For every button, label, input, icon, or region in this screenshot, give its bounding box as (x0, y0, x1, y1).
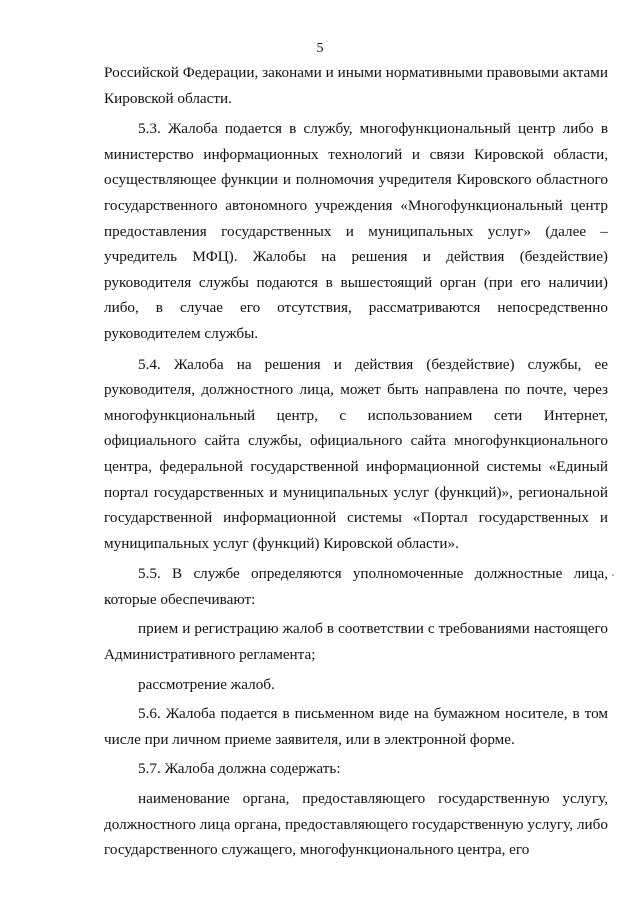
paragraph-5-6: 5.6. Жалоба подается в письменном виде на бумажном носителе, в том числе при личном приеме заявителя, или в электронной форме. (104, 705, 608, 748)
paragraph-5-5: 5.5. В службе определяются уполномоченные должностные лица, которые обеспечивают: (104, 565, 608, 608)
scan-speck (612, 574, 614, 576)
document-body (104, 60, 608, 863)
paragraph-5-5-item-review: рассмотрение жалоб. (138, 675, 275, 693)
paragraph-5-7-item-organ-name: наименование органа, предоставляющего государственную услугу, должностного лица органа, предоставляющего государственную услугу, либо государственного служащего, многофункционального центра, его (104, 790, 608, 859)
paragraph-5-3: 5.3. Жалоба подается в службу, многофункциональный центр либо в министерство информационных технологий и связи Кировской области, осуществляющее функции и полномочия учредителя Кировского областного государственного автономного учреждения «Многофункциональный центр предоставления государственных и муниципальных услуг» (далее – учредитель МФЦ). Жалобы на решения и действия (бездействие) руководителя службы подаются в вышестоящий орган (при его наличии) либо, в случае его отсутствия, рассматриваются непосредственно руководителем службы. (104, 120, 608, 342)
paragraph-5-4: 5.4. Жалоба на решения и действия (бездействие) службы, ее руководителя, должностного лица, может быть направлена по почте, через многофункциональный центр, с использованием сети Интернет, официального сайта службы, официального сайта многофункционального центра, федеральной государственной информационной системы «Единый портал государственных и муниципальных услуг (функций)», региональной государственной информационной системы «Портал государственных и муниципальных услуг (функций) Кировской области». (104, 355, 608, 552)
paragraph-continuation: Российской Федерации, законами и иными нормативными правовыми актами Кировской области. (104, 64, 608, 107)
paragraph-5-5-item-registration: прием и регистрацию жалоб в соответствии с требованиями настоящего Административного регламента; (104, 620, 608, 664)
paragraph-5-7: 5.7. Жалоба должна содержать: (138, 760, 341, 778)
page-number: 5 (316, 41, 324, 56)
